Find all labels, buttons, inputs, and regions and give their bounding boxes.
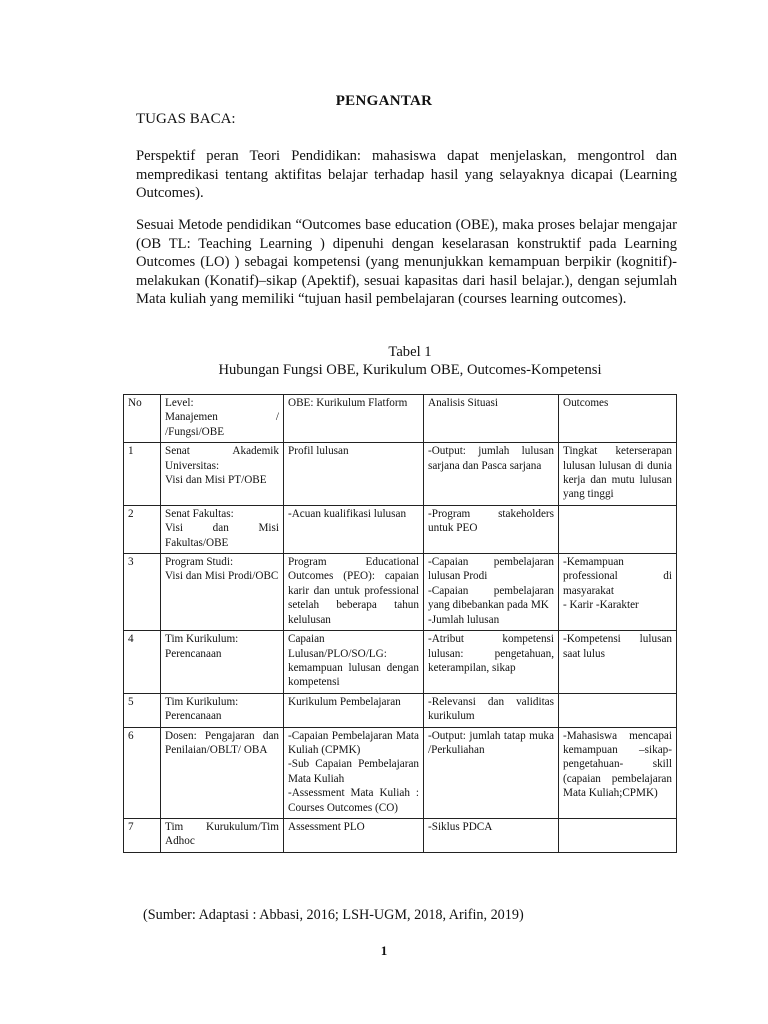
table-header-cell: Level: Manajemen / /Fungsi/OBE (161, 395, 284, 443)
table-cell: 4 (124, 631, 161, 694)
table-cell: -Atribut kompetensi lulusan: pengetahuan, keterampilan, sikap (424, 631, 559, 694)
table-cell: -Acuan kualifikasi lulusan (284, 505, 424, 553)
table-cell: Program Studi: Visi dan Misi Prodi/OBC (161, 554, 284, 631)
table-header-cell: Analisis Situasi (424, 395, 559, 443)
table-row (124, 505, 677, 553)
table-row (124, 631, 677, 694)
page-number: 1 (380, 943, 388, 958)
source-note: (Sumber: Adaptasi : Abbasi, 2016; LSH-UGM, 2018, Arifin, 2019) (143, 907, 524, 923)
paragraph-2: Sesuai Metode pendidikan “Outcomes base education (OBE), maka proses belajar mengajar (OB TL: Teaching Learning ) dipenuhi dengan keselarasan konstruktif pada Learning Outcomes (LO) ) sebagai kompetensi (yang menunjukkan kemampuan berpikir (kognitif)-melakukan (Konatif)–sikap (Apektif), sesuai kapasitas dari hasil belajar.), dengan sejumlah Mata kuliah yang memiliki “tujuan hasil pembelajaran (courses learning outcomes). (136, 217, 677, 308)
table-cell: 3 (124, 554, 161, 631)
table-cell: -Output: jumlah lulusan sarjana dan Pasca sarjana (424, 443, 559, 506)
table-cell: -Siklus PDCA (424, 818, 559, 852)
table-caption: Tabel 1 (388, 344, 432, 360)
table-row (124, 693, 677, 727)
table-cell: -Kompetensi lulusan saat lulus (559, 631, 677, 694)
table-cell: Kurikulum Pembelajaran (284, 693, 424, 727)
table-cell: Program Educational Outcomes (PEO): capaian karir dan untuk professional setelah beberapa tahun kelulusan (284, 554, 424, 631)
table-cell: Tim Kurikulum: Perencanaan (161, 631, 284, 694)
table-cell: -Capaian pembelajaran lulusan Prodi -Capaian pembelajaran yang dibebankan pada MK -Jumlah lulusan (424, 554, 559, 631)
table-cell: Capaian Lulusan/PLO/SO/LG: kemampuan lulusan dengan kompetensi (284, 631, 424, 694)
table-cell: -Capaian Pembelajaran Mata Kuliah (CPMK) -Sub Capaian Pembelajaran Mata Kuliah -Assessment Mata Kuliah : Courses Outcomes (CO) (284, 727, 424, 818)
section-label: TUGAS BACA: (136, 111, 236, 127)
table-row (124, 818, 677, 852)
table-cell (559, 818, 677, 852)
table-cell: -Relevansi dan validitas kurikulum (424, 693, 559, 727)
document-title: PENGANTAR (335, 93, 433, 109)
table-cell: -Kemampuan professional di masyarakat - Karir -Karakter (559, 554, 677, 631)
table-cell: 7 (124, 818, 161, 852)
table-cell: Senat Akademik Universitas: Visi dan Misi PT/OBE (161, 443, 284, 506)
obe-table (123, 394, 677, 853)
table-cell: Profil lulusan (284, 443, 424, 506)
table-row (124, 727, 677, 818)
table-row (124, 443, 677, 506)
table-header-cell: Outcomes (559, 395, 677, 443)
table-cell (559, 693, 677, 727)
table-cell: Senat Fakultas: Visi dan Misi Fakultas/OBE (161, 505, 284, 553)
table-cell: -Output: jumlah tatap muka /Perkuliahan (424, 727, 559, 818)
paragraph-1: Perspektif peran Teori Pendidikan: mahasiswa dapat menjelaskan, mengontrol dan mempredikasi tentang aktifitas belajar terhadap hasil yang selayaknya dicapai (Learning Outcomes). (136, 148, 677, 202)
table-cell: Tim Kurukulum/Tim Adhoc (161, 818, 284, 852)
table-cell: Tim Kurikulum: Perencanaan (161, 693, 284, 727)
table-cell: -Mahasiswa mencapai kemampuan –sikap-pengetahuan- skill (capaian pembelajaran Mata Kuliah;CPMK) (559, 727, 677, 818)
table-header-cell: No (124, 395, 161, 443)
table-cell: 6 (124, 727, 161, 818)
table-cell: Dosen: Pengajaran dan Penilaian/OBLT/ OBA (161, 727, 284, 818)
table-cell: 5 (124, 693, 161, 727)
table-title: Hubungan Fungsi OBE, Kurikulum OBE, Outcomes-Kompetensi (218, 362, 602, 378)
table-body (124, 443, 677, 853)
table-cell: 2 (124, 505, 161, 553)
table-cell (559, 505, 677, 553)
table-cell: Assessment PLO (284, 818, 424, 852)
table-row (124, 554, 677, 631)
table-cell: 1 (124, 443, 161, 506)
table-cell: -Program stakeholders untuk PEO (424, 505, 559, 553)
table-header-row (124, 395, 677, 443)
table-header-cell: OBE: Kurikulum Flatform (284, 395, 424, 443)
table-cell: Tingkat keterserapan lulusan lulusan di dunia kerja dan mutu lulusan yang tinggi (559, 443, 677, 506)
